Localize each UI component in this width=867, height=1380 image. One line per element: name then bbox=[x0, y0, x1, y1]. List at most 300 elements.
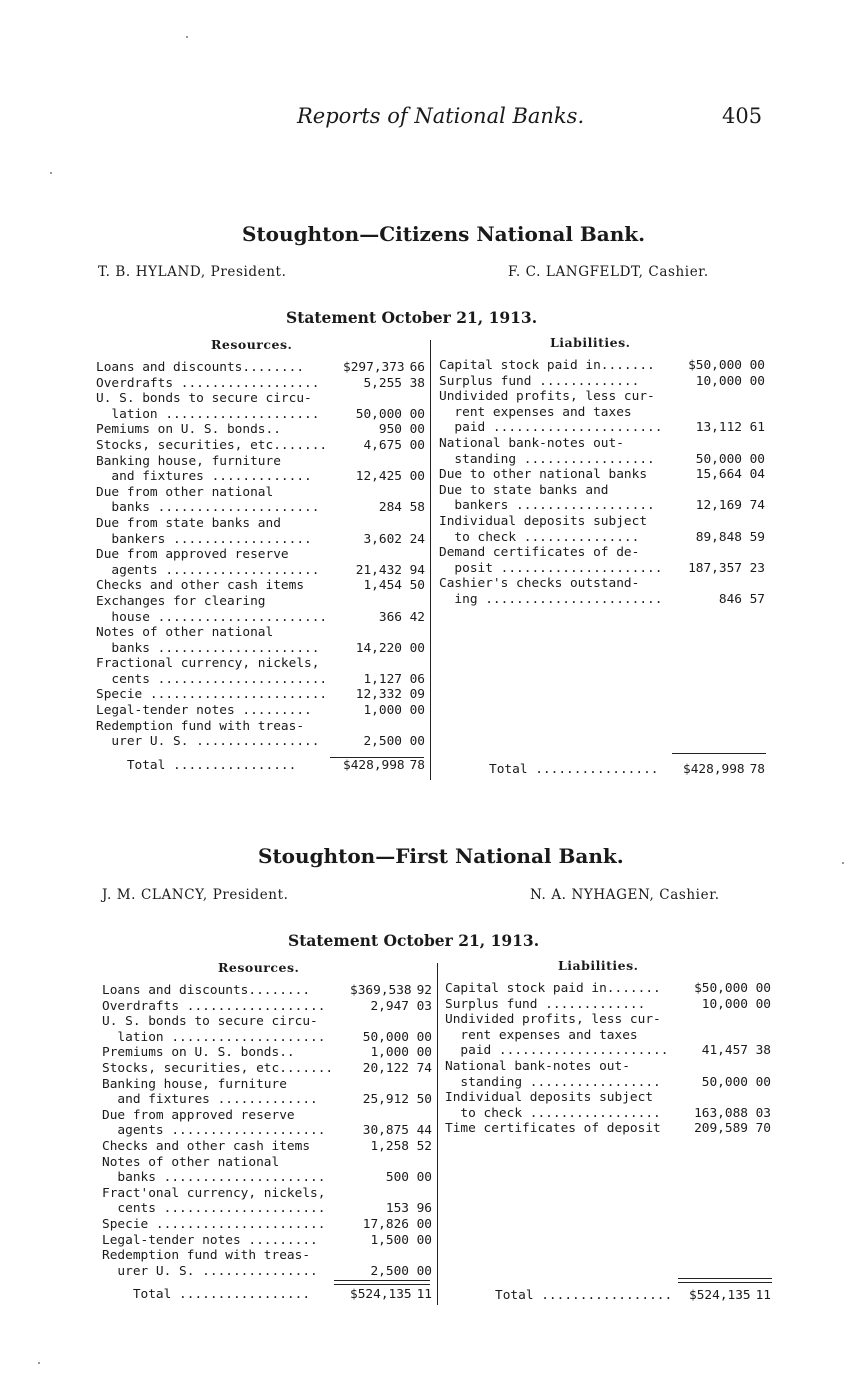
amount-cents: 00 bbox=[409, 640, 425, 656]
amount-cents: 38 bbox=[755, 1043, 771, 1059]
statement-row bbox=[439, 405, 765, 421]
item-label: Redemption fund with treas- bbox=[102, 1248, 311, 1264]
total-row bbox=[495, 1288, 771, 1304]
amount-dollars: 1,500 bbox=[370, 1232, 409, 1248]
statement-row bbox=[439, 530, 765, 546]
item-label: bankers .................. bbox=[439, 498, 655, 514]
amount-dollars: 41,457 bbox=[701, 1043, 748, 1059]
amount bbox=[343, 391, 425, 407]
amount bbox=[343, 758, 425, 774]
statement-row bbox=[96, 703, 425, 719]
amount bbox=[350, 1061, 432, 1077]
column-divider bbox=[437, 963, 438, 1305]
statement-row bbox=[102, 1155, 432, 1171]
statement-row bbox=[96, 454, 425, 470]
item-label: Overdrafts .................. bbox=[102, 998, 326, 1014]
statement-row bbox=[102, 1108, 432, 1124]
amount-dollars: 13,112 bbox=[695, 420, 742, 436]
total-rule bbox=[672, 753, 766, 754]
item-label: Fract'onal currency, nickels, bbox=[102, 1185, 326, 1201]
page-number: 405 bbox=[722, 104, 763, 128]
item-label: Premiums on U. S. bonds.. bbox=[102, 1045, 295, 1061]
statement-row bbox=[102, 1233, 432, 1249]
item-label: Specie ....................... bbox=[96, 687, 328, 703]
amount-dollars: 2,500 bbox=[370, 1263, 409, 1279]
statement-row bbox=[96, 407, 425, 423]
amount-cents bbox=[402, 516, 425, 532]
item-label: Checks and other cash items bbox=[102, 1138, 311, 1154]
amount bbox=[683, 420, 765, 436]
amount bbox=[350, 1217, 432, 1233]
item-label: Exchanges for clearing bbox=[96, 593, 266, 609]
amount-cents bbox=[742, 389, 765, 405]
amount bbox=[350, 1077, 432, 1093]
amount-cents: 00 bbox=[409, 406, 425, 422]
amount-cents: 11 bbox=[416, 1287, 432, 1303]
amount-dollars: 50,000 bbox=[355, 406, 402, 422]
statement-row bbox=[96, 391, 425, 407]
total-rule bbox=[678, 1282, 772, 1283]
total-row bbox=[102, 1287, 432, 1303]
statement-date: Statement October 21, 1913. bbox=[286, 308, 538, 327]
statement-row bbox=[102, 1201, 432, 1217]
amount-dollars: 21,432 bbox=[355, 562, 402, 578]
total-row bbox=[489, 762, 765, 778]
amount-dollars: 12,332 bbox=[355, 687, 402, 703]
item-label: Specie ...................... bbox=[102, 1216, 326, 1232]
amount bbox=[350, 1014, 432, 1030]
scan-speck bbox=[186, 36, 188, 38]
statement-row bbox=[102, 1014, 432, 1030]
item-label: Banking house, furniture bbox=[96, 453, 281, 469]
item-label: Total ................ bbox=[489, 762, 659, 777]
amount bbox=[350, 999, 432, 1015]
statement-row bbox=[439, 452, 765, 468]
amount-cents: 94 bbox=[409, 562, 425, 578]
amount-dollars: 89,848 bbox=[695, 529, 742, 545]
item-label: agents .................... bbox=[96, 562, 320, 578]
amount-cents: 00 bbox=[409, 734, 425, 750]
amount-cents: 00 bbox=[416, 1170, 432, 1186]
amount-dollars: 163,088 bbox=[694, 1105, 748, 1121]
statement-row bbox=[439, 483, 765, 499]
statement-row bbox=[445, 1059, 771, 1075]
amount-cents: 06 bbox=[409, 671, 425, 687]
bank-title: Stoughton—First National Bank. bbox=[258, 844, 624, 868]
amount-cents: 61 bbox=[749, 420, 765, 436]
amount-cents: 00 bbox=[416, 1045, 432, 1061]
statement-row bbox=[445, 1043, 771, 1059]
amount-dollars: 284 bbox=[378, 500, 402, 516]
item-label: Due to state banks and bbox=[439, 482, 609, 498]
amount-dollars: 2,500 bbox=[363, 734, 402, 750]
item-label: rent expenses and taxes bbox=[445, 1027, 638, 1043]
statement-row bbox=[439, 576, 765, 592]
amount bbox=[343, 687, 425, 703]
statement-row bbox=[96, 360, 425, 376]
amount-dollars: 1,000 bbox=[370, 1045, 409, 1061]
amount-cents: 00 bbox=[416, 1232, 432, 1248]
amount-dollars: $50,000 bbox=[694, 981, 748, 996]
amount bbox=[689, 1059, 771, 1075]
statement-row bbox=[102, 1077, 432, 1093]
amount bbox=[350, 983, 432, 999]
amount-cents: 92 bbox=[416, 983, 432, 998]
amount bbox=[689, 1288, 771, 1304]
total-rule bbox=[334, 1280, 430, 1281]
statement-row bbox=[96, 563, 425, 579]
item-label: Stocks, securities, etc....... bbox=[102, 1060, 334, 1076]
amount bbox=[350, 1045, 432, 1061]
amount-dollars: $428,998 bbox=[683, 762, 745, 777]
cashier-name: F. C. LANGFELDT, Cashier. bbox=[508, 264, 709, 280]
amount-dollars: $524,135 bbox=[350, 1287, 412, 1303]
president-name: T. B. HYLAND, President. bbox=[98, 264, 287, 280]
amount bbox=[350, 1030, 432, 1046]
item-label: Time certificates of deposit bbox=[445, 1121, 661, 1137]
amount-cents: 04 bbox=[749, 467, 765, 483]
amount bbox=[350, 1155, 432, 1171]
statement-row bbox=[102, 1248, 432, 1264]
liabilities-table bbox=[445, 981, 771, 1137]
statement-row bbox=[102, 1139, 432, 1155]
item-label: lation .................... bbox=[96, 406, 320, 422]
amount-cents bbox=[402, 656, 425, 672]
statement-row bbox=[439, 514, 765, 530]
amount-cents: 00 bbox=[409, 437, 425, 453]
item-label: Legal-tender notes ......... bbox=[96, 703, 312, 719]
amount-cents bbox=[742, 545, 765, 561]
amount-cents: 74 bbox=[416, 1060, 432, 1076]
amount-cents: 74 bbox=[749, 498, 765, 514]
item-label: banks ..................... bbox=[102, 1170, 326, 1186]
statement-row bbox=[439, 374, 765, 390]
amount bbox=[683, 436, 765, 452]
statement-row bbox=[96, 734, 425, 750]
amount bbox=[689, 1012, 771, 1028]
amount bbox=[683, 374, 765, 390]
amount-cents bbox=[402, 547, 425, 563]
amount-cents bbox=[402, 485, 425, 501]
item-label: ing ....................... bbox=[439, 591, 663, 607]
amount-cents: 57 bbox=[749, 591, 765, 607]
statement-row bbox=[102, 1123, 432, 1139]
amount bbox=[683, 545, 765, 561]
item-label: Notes of other national bbox=[102, 1154, 280, 1170]
statement-row bbox=[445, 997, 771, 1013]
amount-dollars: 3,602 bbox=[363, 531, 402, 547]
amount bbox=[689, 1090, 771, 1106]
amount bbox=[683, 467, 765, 483]
amount-dollars: 1,454 bbox=[363, 578, 402, 594]
amount bbox=[683, 530, 765, 546]
statement-row bbox=[102, 1061, 432, 1077]
resources-heading: Resources. bbox=[218, 960, 300, 975]
amount bbox=[683, 389, 765, 405]
amount-cents bbox=[409, 1155, 432, 1171]
amount-dollars: 15,664 bbox=[695, 467, 742, 483]
statement-row bbox=[439, 498, 765, 514]
amount bbox=[343, 578, 425, 594]
amount bbox=[343, 407, 425, 423]
statement-row bbox=[445, 1075, 771, 1091]
statement-row bbox=[439, 436, 765, 452]
amount bbox=[343, 734, 425, 750]
item-label: Due from approved reserve bbox=[102, 1107, 295, 1123]
item-label: Redemption fund with treas- bbox=[96, 718, 305, 734]
item-label: Undivided profits, less cur- bbox=[445, 1012, 661, 1028]
item-label: Individual deposits subject bbox=[445, 1090, 654, 1106]
amount-dollars: 30,875 bbox=[362, 1123, 409, 1139]
president-name: J. M. CLANCY, President. bbox=[102, 887, 289, 903]
item-label: Total ................. bbox=[495, 1288, 673, 1303]
amount-cents: 03 bbox=[416, 998, 432, 1014]
amount-dollars: 20,122 bbox=[362, 1060, 409, 1076]
statement-row bbox=[96, 672, 425, 688]
amount-cents bbox=[742, 483, 765, 499]
scan-speck bbox=[38, 1362, 40, 1364]
amount bbox=[689, 1043, 771, 1059]
amount bbox=[683, 576, 765, 592]
amount-cents bbox=[409, 1014, 432, 1030]
running-title: Reports of National Banks. bbox=[297, 104, 585, 128]
item-label: Individual deposits subject bbox=[439, 513, 648, 529]
amount bbox=[343, 500, 425, 516]
amount-cents: 50 bbox=[416, 1092, 432, 1108]
amount-cents: 24 bbox=[409, 531, 425, 547]
item-label: bankers .................. bbox=[96, 531, 312, 547]
amount-dollars: 10,000 bbox=[695, 373, 742, 389]
item-label: to check ................. bbox=[445, 1105, 661, 1121]
amount-cents bbox=[409, 1108, 432, 1124]
amount-dollars: 366 bbox=[378, 609, 402, 625]
amount-cents: 00 bbox=[409, 469, 425, 485]
amount-dollars: 187,357 bbox=[688, 560, 742, 576]
amount-cents: 66 bbox=[409, 360, 425, 375]
cashier-name: N. A. NYHAGEN, Cashier. bbox=[530, 887, 720, 903]
amount bbox=[350, 1233, 432, 1249]
amount bbox=[343, 625, 425, 641]
item-label: Total ................. bbox=[102, 1287, 311, 1303]
amount-cents: 00 bbox=[755, 1074, 771, 1090]
statement-row bbox=[439, 358, 765, 374]
amount bbox=[343, 485, 425, 501]
amount bbox=[350, 1092, 432, 1108]
amount-cents: 42 bbox=[409, 609, 425, 625]
amount bbox=[343, 454, 425, 470]
statement-row bbox=[102, 1186, 432, 1202]
amount-cents: 00 bbox=[416, 1029, 432, 1045]
amount bbox=[350, 1123, 432, 1139]
item-label: Demand certificates of de- bbox=[439, 545, 640, 561]
scan-speck bbox=[842, 862, 844, 864]
statement-row bbox=[96, 719, 425, 735]
item-label: Cashier's checks outstand- bbox=[439, 576, 640, 592]
item-label: paid ...................... bbox=[439, 420, 663, 436]
amount bbox=[343, 532, 425, 548]
statement-row bbox=[445, 1090, 771, 1106]
amount-dollars: 153 bbox=[385, 1201, 409, 1217]
amount-dollars: 2,947 bbox=[370, 998, 409, 1014]
total-rule bbox=[334, 1284, 430, 1285]
amount bbox=[683, 483, 765, 499]
amount-cents: 09 bbox=[409, 687, 425, 703]
statement-row bbox=[439, 545, 765, 561]
item-label: Due from other national bbox=[96, 484, 274, 500]
resources-heading: Resources. bbox=[211, 337, 293, 352]
statement-row bbox=[439, 592, 765, 608]
item-label: U. S. bonds to secure circu- bbox=[102, 1014, 318, 1030]
amount-dollars: $297,373 bbox=[343, 360, 405, 375]
amount-cents bbox=[748, 1012, 771, 1028]
amount-cents: 52 bbox=[416, 1138, 432, 1154]
amount-cents: 78 bbox=[409, 757, 425, 773]
statement-row bbox=[96, 532, 425, 548]
statement-row bbox=[439, 389, 765, 405]
item-label: lation .................... bbox=[102, 1029, 326, 1045]
statement-row bbox=[102, 1170, 432, 1186]
liabilities-table bbox=[439, 358, 765, 608]
item-label: Undivided profits, less cur- bbox=[439, 389, 655, 405]
statement-row bbox=[445, 981, 771, 997]
amount-cents: 70 bbox=[755, 1121, 771, 1137]
amount-cents: 00 bbox=[749, 451, 765, 467]
item-label: Stocks, securities, etc....... bbox=[96, 437, 328, 453]
amount-cents: 03 bbox=[755, 1105, 771, 1121]
column-divider bbox=[430, 340, 431, 780]
amount-dollars: 50,000 bbox=[695, 451, 742, 467]
amount bbox=[343, 656, 425, 672]
item-label: Legal-tender notes ......... bbox=[102, 1232, 318, 1248]
amount-cents bbox=[742, 436, 765, 452]
statement-row bbox=[445, 1106, 771, 1122]
liabilities-total bbox=[495, 1288, 771, 1304]
amount bbox=[350, 1170, 432, 1186]
amount bbox=[343, 516, 425, 532]
item-label: Loans and discounts........ bbox=[102, 983, 311, 998]
statement-row bbox=[102, 1045, 432, 1061]
item-label: Fractional currency, nickels, bbox=[96, 656, 320, 672]
statement-row bbox=[439, 467, 765, 483]
amount-cents bbox=[402, 391, 425, 407]
item-label: Capital stock paid in....... bbox=[439, 358, 655, 373]
amount-cents bbox=[748, 1059, 771, 1075]
item-label: Overdrafts .................. bbox=[96, 375, 320, 391]
statement-row bbox=[96, 641, 425, 657]
item-label: banks ..................... bbox=[96, 640, 320, 656]
amount-cents: 96 bbox=[416, 1201, 432, 1217]
statement-row bbox=[102, 1092, 432, 1108]
amount-cents: 00 bbox=[416, 1263, 432, 1279]
statement-row bbox=[439, 420, 765, 436]
item-label: U. S. bonds to secure circu- bbox=[96, 391, 312, 407]
amount-cents: 00 bbox=[755, 981, 771, 996]
amount-cents bbox=[742, 405, 765, 421]
amount bbox=[343, 563, 425, 579]
item-label: National bank-notes out- bbox=[439, 435, 624, 451]
amount bbox=[343, 594, 425, 610]
statement-row bbox=[102, 1217, 432, 1233]
statement-row bbox=[96, 469, 425, 485]
amount-cents bbox=[748, 1090, 771, 1106]
total-row bbox=[96, 758, 425, 774]
item-label: paid ...................... bbox=[445, 1043, 669, 1059]
amount-cents: 00 bbox=[755, 996, 771, 1012]
statement-row bbox=[96, 578, 425, 594]
amount-cents: 58 bbox=[409, 500, 425, 516]
amount-dollars: $369,538 bbox=[350, 983, 412, 998]
amount-cents bbox=[409, 1077, 432, 1093]
statement-row bbox=[96, 516, 425, 532]
amount bbox=[689, 997, 771, 1013]
amount-cents: 59 bbox=[749, 529, 765, 545]
amount bbox=[350, 1139, 432, 1155]
amount-cents bbox=[409, 1248, 432, 1264]
amount-dollars: 10,000 bbox=[701, 996, 748, 1012]
amount-cents: 00 bbox=[409, 703, 425, 719]
liabilities-heading: Liabilities. bbox=[558, 958, 639, 973]
amount bbox=[350, 1201, 432, 1217]
amount bbox=[683, 592, 765, 608]
item-label: Due from state banks and bbox=[96, 515, 281, 531]
item-label: Total ................ bbox=[96, 757, 297, 773]
statement-row bbox=[102, 983, 432, 999]
amount bbox=[343, 610, 425, 626]
statement-row bbox=[102, 1030, 432, 1046]
item-label: National bank-notes out- bbox=[445, 1058, 630, 1074]
amount-cents: 50 bbox=[409, 578, 425, 594]
amount bbox=[350, 1186, 432, 1202]
item-label: standing ................. bbox=[439, 451, 655, 467]
amount-dollars: 1,258 bbox=[370, 1138, 409, 1154]
total-rule bbox=[330, 757, 424, 758]
item-label: Surplus fund ............. bbox=[445, 996, 646, 1012]
amount bbox=[343, 360, 425, 376]
resources-table bbox=[102, 983, 432, 1303]
statement-row bbox=[96, 594, 425, 610]
total-rule bbox=[678, 1278, 772, 1279]
amount-dollars: 5,255 bbox=[363, 375, 402, 391]
amount bbox=[683, 452, 765, 468]
amount-cents: 11 bbox=[755, 1288, 771, 1303]
statement-row bbox=[96, 656, 425, 672]
amount bbox=[343, 422, 425, 438]
statement-row bbox=[439, 561, 765, 577]
amount bbox=[343, 672, 425, 688]
item-label: agents .................... bbox=[102, 1123, 326, 1139]
amount-dollars: 1,127 bbox=[363, 671, 402, 687]
item-label: Checks and other cash items bbox=[96, 578, 305, 594]
statement-row bbox=[102, 1264, 432, 1280]
amount-dollars: $524,135 bbox=[689, 1288, 751, 1303]
statement-row bbox=[96, 625, 425, 641]
amount-dollars: 12,425 bbox=[355, 469, 402, 485]
item-label: banks ..................... bbox=[96, 500, 320, 516]
amount-dollars: 950 bbox=[378, 422, 402, 438]
amount-cents: 23 bbox=[749, 560, 765, 576]
amount-dollars: 500 bbox=[385, 1170, 409, 1186]
item-label: cents ..................... bbox=[102, 1201, 326, 1217]
amount-dollars: 209,589 bbox=[694, 1121, 748, 1137]
item-label: Notes of other national bbox=[96, 625, 274, 641]
amount-cents bbox=[402, 454, 425, 470]
item-label: rent expenses and taxes bbox=[439, 404, 632, 420]
liabilities-total bbox=[489, 762, 765, 778]
amount-cents: 78 bbox=[749, 762, 765, 777]
amount bbox=[343, 641, 425, 657]
statement-row bbox=[96, 547, 425, 563]
item-label: and fixtures ............. bbox=[96, 469, 312, 485]
